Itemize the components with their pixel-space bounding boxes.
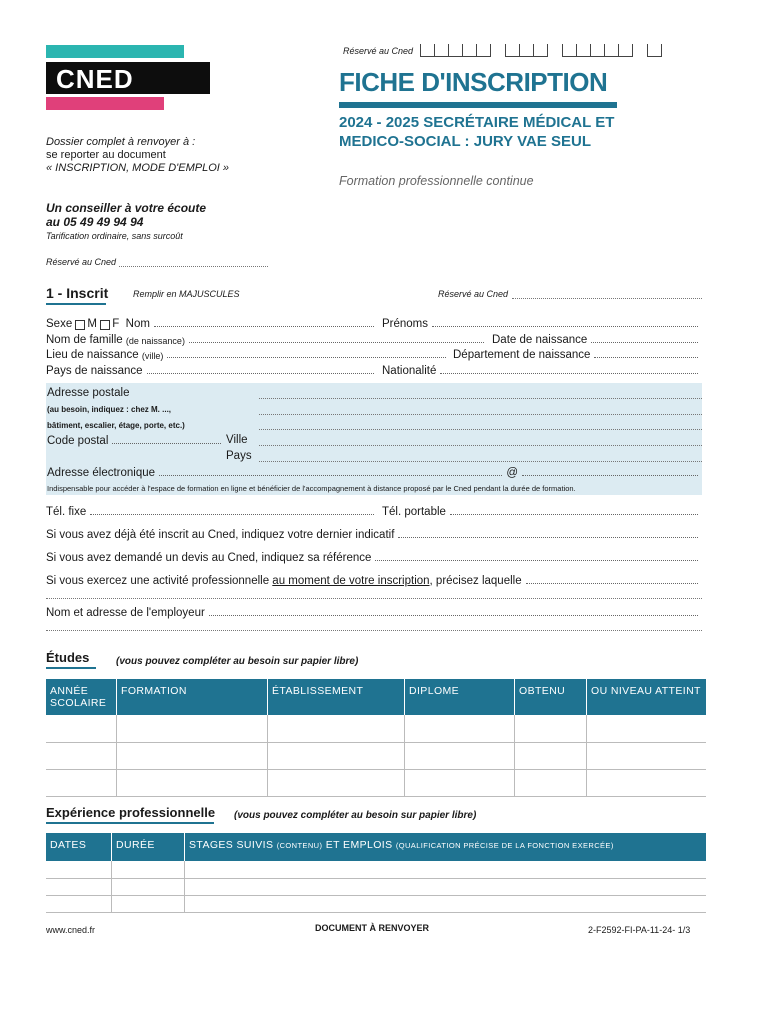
- tarification: Tarification ordinaire, sans surcoût: [46, 231, 183, 241]
- subtitle-line1: 2024 - 2025 SECRÉTAIRE MÉDICAL ET: [339, 114, 615, 131]
- table-row: [46, 769, 706, 796]
- table-cell[interactable]: [268, 742, 405, 769]
- footer-document: DOCUMENT À RENVOYER: [315, 923, 430, 933]
- activite-label-b: au moment de votre inscription: [272, 575, 430, 587]
- table-cell[interactable]: [46, 769, 117, 796]
- adresse-line-3[interactable]: [259, 429, 702, 430]
- devis-reference-field[interactable]: [46, 550, 702, 564]
- adresse-postale-label: Adresse postale: [47, 387, 130, 399]
- adresse-electronique-field[interactable]: [47, 465, 702, 479]
- etudes-col-annee: ANNÉE SCOLAIRE: [46, 679, 117, 715]
- adresse-line-2[interactable]: [259, 414, 702, 415]
- dossier-line3: « INSCRIPTION, MODE D'EMPLOI »: [46, 162, 230, 174]
- conseiller-info: [46, 201, 206, 229]
- title-underline: [339, 102, 617, 108]
- section1-hint: Remplir en MAJUSCULES: [133, 289, 240, 299]
- table-cell[interactable]: [587, 769, 707, 796]
- table-cell[interactable]: [405, 769, 515, 796]
- code-postal-field[interactable]: [47, 433, 225, 447]
- subtitle-line2: MEDICO-SOCIAL : JURY VAE SEUL: [339, 133, 591, 150]
- code-postal-label: Code postal: [47, 435, 109, 447]
- logo-teal-bar: [46, 45, 184, 58]
- dossier-line2: se reporter au document: [46, 149, 166, 161]
- section1-reserve: [438, 289, 702, 299]
- table-row: [46, 742, 706, 769]
- activite-line-2[interactable]: [46, 598, 702, 599]
- employeur-line-2[interactable]: [46, 630, 702, 631]
- conseiller-line1: Un conseiller à votre écoute: [46, 201, 207, 215]
- table-cell[interactable]: [46, 878, 112, 895]
- experience-heading: Expérience professionnelle: [46, 805, 216, 820]
- ville-small-label: (ville): [141, 351, 164, 361]
- sexe-m-checkbox[interactable]: [75, 320, 85, 330]
- table-cell[interactable]: [515, 769, 587, 796]
- table-cell[interactable]: [587, 715, 707, 742]
- experience-note: (vous pouvez compléter au besoin sur papier libre): [234, 810, 477, 821]
- section1-heading: 1 - Inscrit: [46, 285, 109, 301]
- tel-fixe-field[interactable]: [46, 504, 378, 518]
- table-cell[interactable]: [185, 861, 707, 878]
- adresse-batiment-note: bâtiment, escalier, étage, porte, etc.): [47, 421, 185, 430]
- ville-label: Ville: [226, 434, 248, 446]
- table-row: [46, 861, 706, 878]
- ville-line[interactable]: [259, 445, 702, 446]
- etudes-col-obtenu: OBTENU: [515, 679, 587, 715]
- table-cell[interactable]: [117, 769, 268, 796]
- table-cell[interactable]: [112, 895, 185, 912]
- dossier-line1: Dossier complet à renvoyer à :: [46, 136, 196, 148]
- etudes-col-diplome: DIPLOME: [405, 679, 515, 715]
- experience-underline: [46, 822, 214, 824]
- activite-label-a: Si vous exercez une activité professionnelle: [46, 575, 273, 587]
- adresse-line-1[interactable]: [259, 398, 702, 399]
- table-cell[interactable]: [46, 742, 117, 769]
- nom-famille-field[interactable]: [46, 332, 488, 346]
- etudes-heading: Études: [46, 650, 90, 665]
- table-cell[interactable]: [117, 715, 268, 742]
- table-cell[interactable]: [268, 769, 405, 796]
- etudes-underline: [46, 667, 96, 669]
- lieu-naissance-field[interactable]: [46, 347, 450, 361]
- stages-label-d: (QUALIFICATION PRÉCISE DE LA FONCTION EXERCÉE): [395, 841, 614, 850]
- section1-underline: [46, 303, 106, 305]
- date-naissance-field[interactable]: [492, 332, 702, 346]
- de-naissance-label: (de naissance): [125, 336, 185, 346]
- title-subtitle: [339, 113, 614, 151]
- lieu-naissance-label: Lieu de naissance: [46, 349, 139, 361]
- sexe-f-label: F: [112, 318, 120, 330]
- table-cell[interactable]: [268, 715, 405, 742]
- table-cell[interactable]: [587, 742, 707, 769]
- table-row: [46, 895, 706, 912]
- section1-reserve-label: Réservé au Cned: [438, 289, 509, 299]
- logo-text: CNED: [56, 64, 134, 94]
- etudes-col-niveau: OU NIVEAU ATTEINT: [587, 679, 707, 715]
- tel-portable-field[interactable]: [382, 504, 702, 518]
- table-cell[interactable]: [112, 878, 185, 895]
- etudes-note: (vous pouvez compléter au besoin sur papier libre): [116, 656, 359, 667]
- pays-naissance-field[interactable]: [46, 363, 378, 377]
- logo-pink-bar: [46, 97, 164, 110]
- nom-label: Nom: [125, 318, 150, 330]
- adresse-electronique-label: Adresse électronique: [47, 467, 156, 479]
- table-row: [46, 715, 706, 742]
- table-cell[interactable]: [185, 878, 707, 895]
- etudes-table: [46, 679, 706, 797]
- dossier-info: [46, 136, 229, 175]
- table-cell[interactable]: [46, 715, 117, 742]
- pays-label: Pays: [226, 450, 252, 462]
- date-naissance-label: Date de naissance: [492, 334, 588, 346]
- sexe-f-checkbox[interactable]: [100, 320, 110, 330]
- nom-field[interactable]: [46, 316, 378, 330]
- reserve-label: Réservé au Cned: [343, 46, 414, 56]
- logo: [46, 62, 210, 94]
- indispensable-note: Indispensable pour accéder à l'espace de formation en ligne et bénéficier de l'accompagnement à distance proposé par le Cned pendant la durée de formation.: [47, 484, 576, 493]
- adresse-besoin-note: (au besoin, indiquez : chez M. ...,: [47, 405, 172, 414]
- departement-label: Département de naissance: [453, 349, 591, 361]
- table-cell[interactable]: [117, 742, 268, 769]
- experience-col-stages: [185, 833, 707, 861]
- pays-line[interactable]: [259, 461, 702, 462]
- footer-website: www.cned.fr: [46, 925, 96, 935]
- tel-portable-label: Tél. portable: [382, 506, 446, 518]
- reserve-label-2: Réservé au Cned: [46, 257, 117, 267]
- prenoms-label: Prénoms: [382, 318, 429, 330]
- reserve-code-combs[interactable]: [420, 44, 662, 57]
- etudes-col-etablissement: ÉTABLISSEMENT: [268, 679, 405, 715]
- table-cell[interactable]: [185, 895, 707, 912]
- stages-label-c: ET EMPLOIS: [322, 839, 396, 851]
- reserve-line-2: [46, 257, 268, 267]
- table-cell[interactable]: [515, 742, 587, 769]
- activite-field[interactable]: [46, 573, 702, 587]
- nationalite-field[interactable]: [382, 363, 702, 377]
- tel-fixe-label: Tél. fixe: [46, 506, 87, 518]
- nationalite-label: Nationalité: [382, 365, 437, 377]
- table-cell[interactable]: [405, 715, 515, 742]
- etudes-col-formation: FORMATION: [117, 679, 268, 715]
- table-cell[interactable]: [46, 895, 112, 912]
- sexe-label: Sexe: [46, 318, 73, 330]
- devis-label: Si vous avez demandé un devis au Cned, indiquez sa référence: [46, 552, 372, 564]
- stages-label-b: (CONTENU): [276, 841, 323, 850]
- at-sign: @: [506, 467, 518, 479]
- deja-inscrit-label: Si vous avez déjà été inscrit au Cned, indiquez votre dernier indicatif: [46, 529, 395, 541]
- employeur-label: Nom et adresse de l'employeur: [46, 607, 205, 619]
- activite-label-c: , précisez laquelle: [429, 575, 522, 587]
- experience-table: [46, 833, 706, 913]
- table-row: [46, 878, 706, 895]
- page-title: FICHE D'INSCRIPTION: [339, 67, 608, 97]
- conseiller-line2: au 05 49 49 94 94: [46, 215, 144, 229]
- pays-naissance-label: Pays de naissance: [46, 365, 143, 377]
- footer-code: 2-F2592-FI-PA-11-24- 1/3: [588, 925, 691, 935]
- formation-type: Formation professionnelle continue: [339, 174, 534, 188]
- nom-famille-label: Nom de famille: [46, 334, 123, 346]
- table-cell[interactable]: [46, 861, 112, 878]
- table-cell[interactable]: [405, 742, 515, 769]
- experience-col-dates: DATES: [46, 833, 112, 861]
- dernier-indicatif-field[interactable]: [46, 527, 702, 541]
- prenoms-field[interactable]: [382, 316, 702, 330]
- employeur-field[interactable]: [46, 605, 702, 619]
- departement-field[interactable]: [453, 347, 702, 361]
- experience-col-duree: DURÉE: [112, 833, 185, 861]
- sexe-m-label: M: [87, 318, 98, 330]
- stages-label-a: STAGES SUIVIS: [189, 839, 277, 851]
- table-cell[interactable]: [515, 715, 587, 742]
- table-cell[interactable]: [112, 861, 185, 878]
